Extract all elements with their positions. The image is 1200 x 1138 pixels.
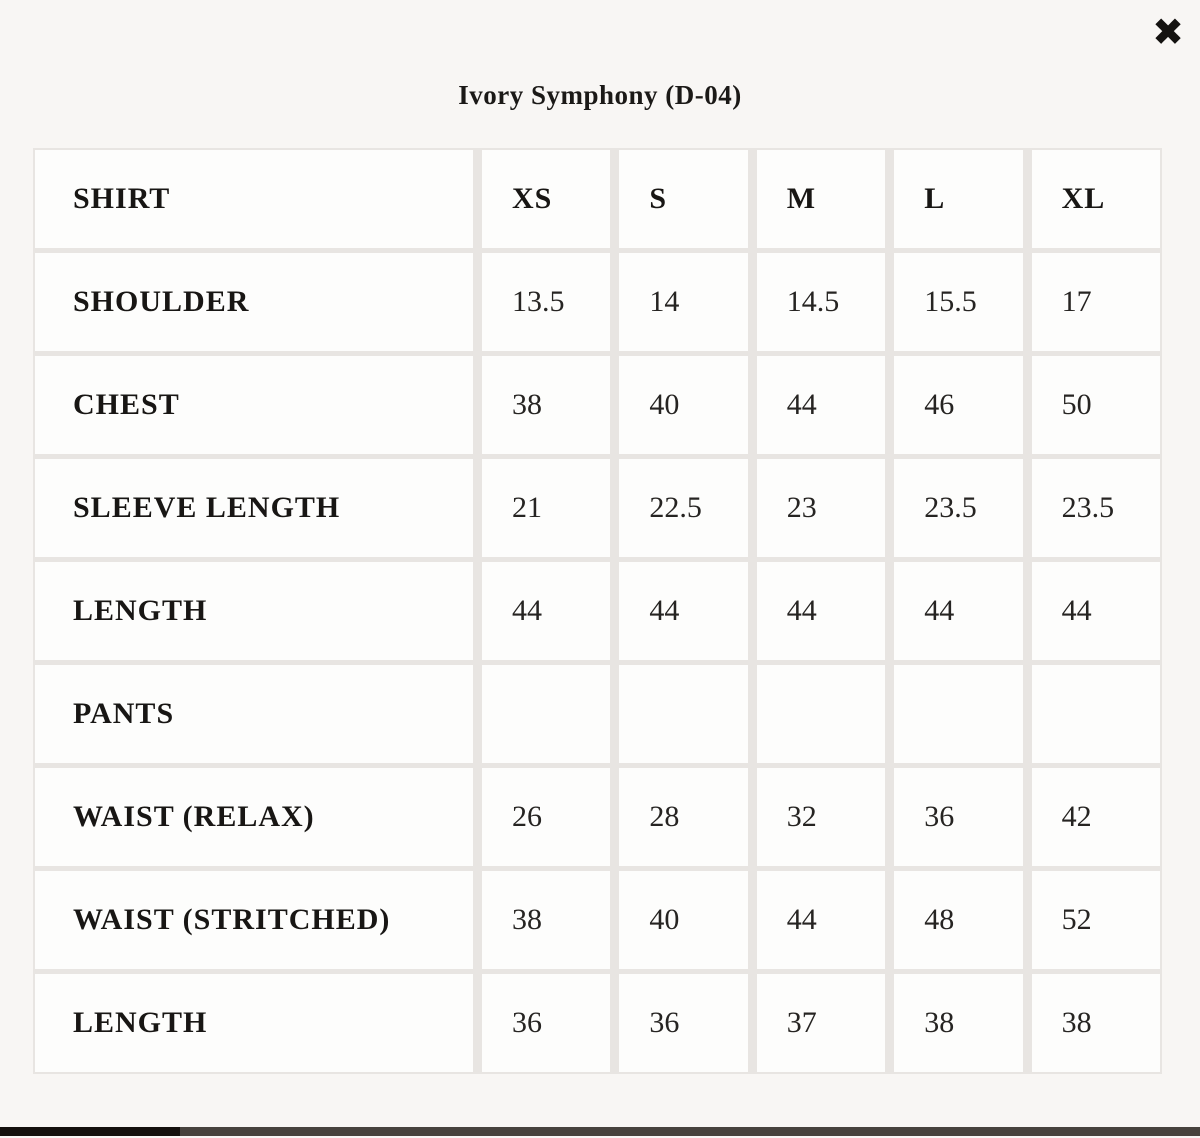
table-cell: 14.5: [757, 253, 885, 351]
table-cell: 22.5: [619, 459, 747, 557]
header-cell: S: [619, 150, 747, 248]
table-cell: [482, 665, 610, 763]
table-cell: [757, 665, 885, 763]
table-cell: 36: [894, 768, 1022, 866]
table-cell: 32: [757, 768, 885, 866]
table-cell: [619, 665, 747, 763]
row-label-cell: WAIST (STRITCHED): [35, 871, 473, 969]
table-cell: 46: [894, 356, 1022, 454]
video-progress-fill: [0, 1127, 180, 1136]
row-label-cell: PANTS: [35, 665, 473, 763]
table-cell: 42: [1032, 768, 1160, 866]
table-cell: 44: [757, 562, 885, 660]
row-label-cell: LENGTH: [35, 974, 473, 1072]
table-cell: 50: [1032, 356, 1160, 454]
header-cell: XL: [1032, 150, 1160, 248]
video-progress-bar[interactable]: [0, 1127, 1200, 1136]
close-button[interactable]: [1144, 6, 1192, 58]
table-cell: [1032, 665, 1160, 763]
table-cell: 44: [482, 562, 610, 660]
header-cell: SHIRT: [35, 150, 473, 248]
row-label-cell: WAIST (RELAX): [35, 768, 473, 866]
table-cell: 44: [1032, 562, 1160, 660]
table-cell: 36: [482, 974, 610, 1072]
table-cell: 23: [757, 459, 885, 557]
table-cell: 38: [482, 871, 610, 969]
table-cell: 15.5: [894, 253, 1022, 351]
table-cell: 14: [619, 253, 747, 351]
header-cell: L: [894, 150, 1022, 248]
table-cell: [894, 665, 1022, 763]
table-cell: 44: [757, 356, 885, 454]
row-label-cell: CHEST: [35, 356, 473, 454]
table-cell: 44: [894, 562, 1022, 660]
close-icon: ✖: [1152, 10, 1184, 54]
header-cell: XS: [482, 150, 610, 248]
table-cell: 26: [482, 768, 610, 866]
table-cell: 38: [894, 974, 1022, 1072]
header-cell: M: [757, 150, 885, 248]
table-cell: 44: [619, 562, 747, 660]
table-cell: 38: [482, 356, 610, 454]
table-cell: 21: [482, 459, 610, 557]
table-cell: 44: [757, 871, 885, 969]
table-cell: 40: [619, 871, 747, 969]
row-label-cell: SLEEVE LENGTH: [35, 459, 473, 557]
table-cell: 38: [1032, 974, 1160, 1072]
table-cell: 17: [1032, 253, 1160, 351]
table-cell: 28: [619, 768, 747, 866]
row-label-cell: SHOULDER: [35, 253, 473, 351]
table-cell: 23.5: [1032, 459, 1160, 557]
table-cell: 52: [1032, 871, 1160, 969]
table-cell: 23.5: [894, 459, 1022, 557]
table-cell: 36: [619, 974, 747, 1072]
row-label-cell: LENGTH: [35, 562, 473, 660]
table-cell: 48: [894, 871, 1022, 969]
table-cell: 13.5: [482, 253, 610, 351]
modal-title: Ivory Symphony (D-04): [458, 80, 742, 110]
table-cell: 40: [619, 356, 747, 454]
size-chart-table: [33, 148, 1162, 1074]
table-cell: 37: [757, 974, 885, 1072]
